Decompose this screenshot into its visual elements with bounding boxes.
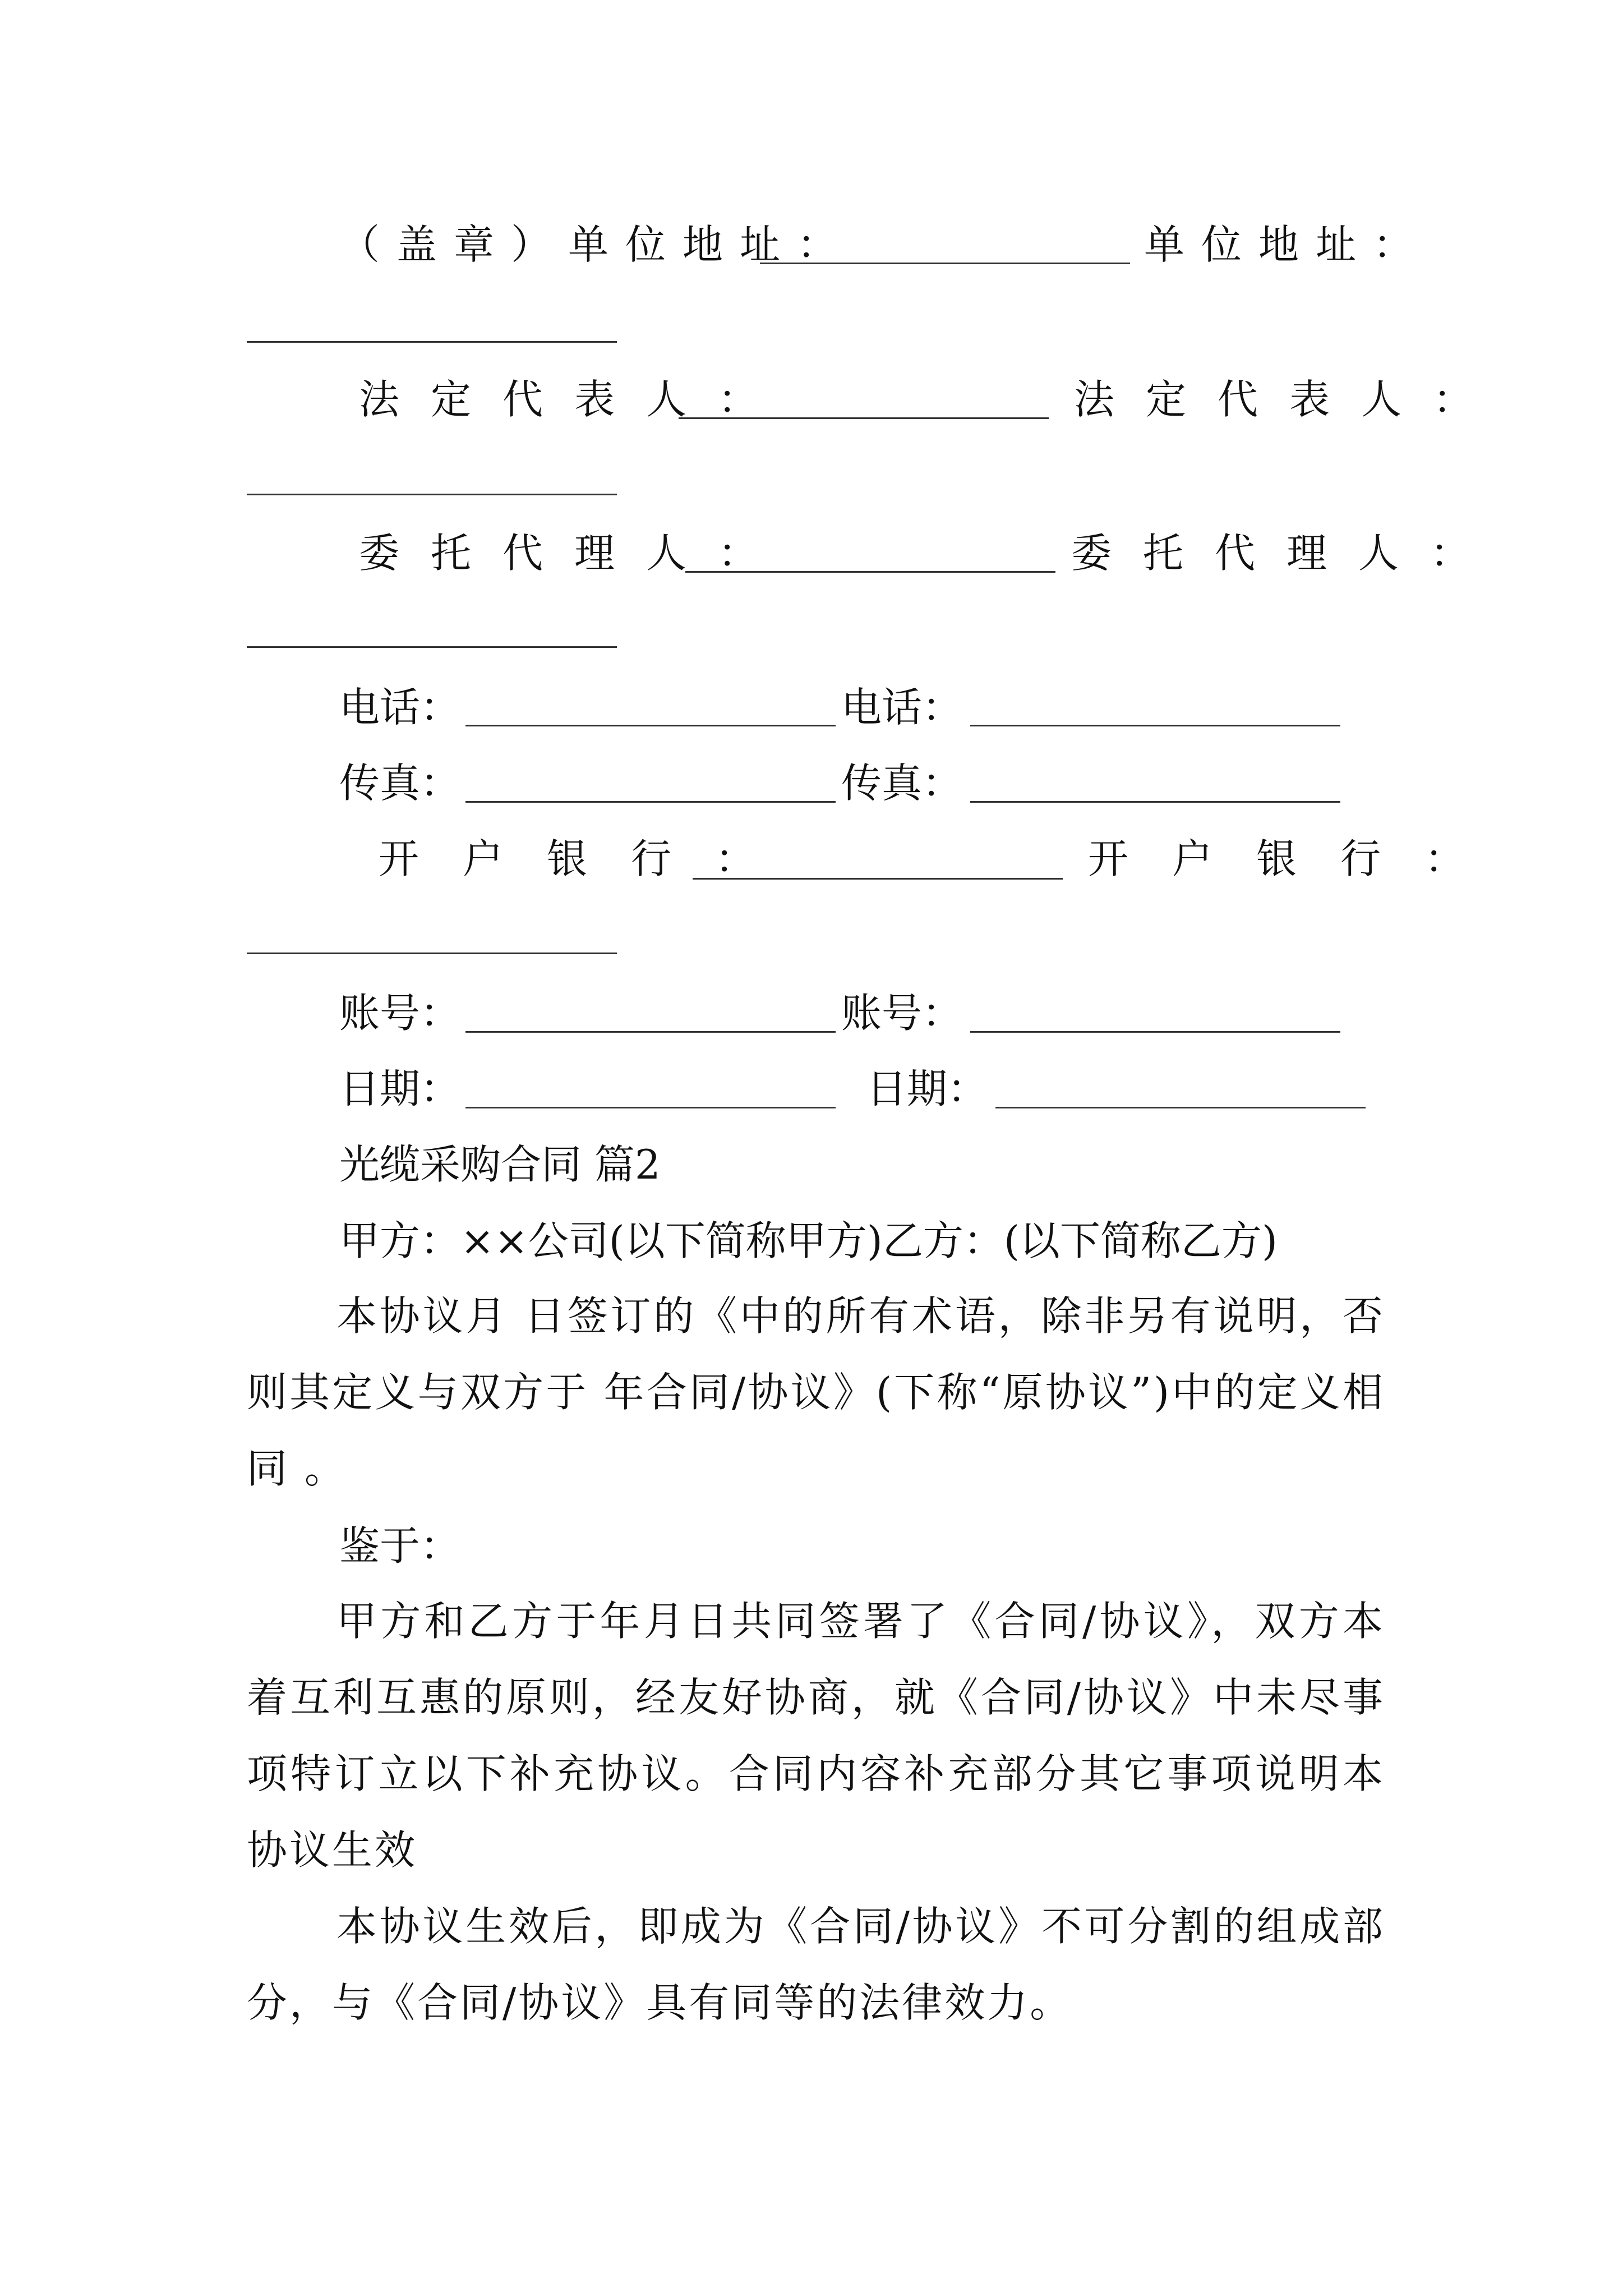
parties-line: 甲方：××公司(以下简称甲方)乙方：(以下简称乙方): [339, 1217, 1278, 1264]
bank-label-right: 开户银行：: [1088, 835, 1509, 882]
bank-label-left: 开户银行：: [379, 835, 800, 882]
address-blank-left[interactable]: [760, 263, 1130, 264]
fax-blank-left[interactable]: [465, 801, 836, 803]
rep-blank-left[interactable]: [679, 417, 1049, 419]
agent-label-left: 委托代理人：: [359, 530, 790, 577]
rep-blank-right[interactable]: [247, 494, 617, 495]
fax-label-left: 传真：: [339, 760, 461, 807]
paragraph-supplement: 甲方和乙方于年月日共同签署了《合同/协议》，双方本着互利互惠的原则，经友好协商，就《合同/协议》中未尽事项特订立以下补充协议。合同内容补充部分其它事项说明本协议生效: [247, 1598, 1385, 1874]
paragraph-definitions: 本协议月 日签订的《中的所有术语，除非另有说明，否则其定义与双方于 年合同/协议》(下称“原协议”)中的定义相同 。: [247, 1292, 1385, 1492]
paragraph-effect: 本协议生效后，即成为《合同/协议》不可分割的组成部分，与《合同/协议》具有同等的法律效力。: [247, 1903, 1385, 2026]
date-label-left: 日期：: [339, 1065, 461, 1112]
bank-blank-right[interactable]: [247, 953, 617, 954]
phone-label-left: 电话：: [339, 684, 461, 731]
date-blank-right[interactable]: [995, 1107, 1366, 1108]
phone-label-right: 电话：: [841, 684, 963, 731]
rep-label-right: 法定代表人：: [1074, 376, 1505, 423]
phone-blank-right[interactable]: [970, 725, 1340, 726]
address-label-left: （盖章）单位地址：: [339, 221, 855, 268]
date-label-right: 日期：: [866, 1065, 988, 1112]
address-label-right: 单位地址：: [1144, 221, 1431, 268]
agent-blank-right[interactable]: [247, 646, 617, 648]
account-blank-right[interactable]: [970, 1031, 1340, 1033]
whereas-heading: 鉴于：: [339, 1522, 461, 1570]
bank-blank-left[interactable]: [693, 878, 1063, 880]
section-title: 光缆采购合同 篇2: [339, 1141, 661, 1188]
account-label-left: 账号：: [339, 990, 461, 1037]
rep-label-left: 法定代表人：: [359, 376, 790, 423]
account-blank-left[interactable]: [465, 1031, 836, 1033]
agent-label-right: 委托代理人：: [1071, 530, 1502, 577]
account-label-right: 账号：: [841, 990, 963, 1037]
fax-blank-right[interactable]: [970, 801, 1340, 803]
fax-label-right: 传真：: [841, 760, 963, 807]
date-blank-left[interactable]: [465, 1107, 836, 1108]
agent-blank-left[interactable]: [685, 571, 1055, 573]
address-blank-right[interactable]: [247, 341, 617, 343]
phone-blank-left[interactable]: [465, 725, 836, 726]
